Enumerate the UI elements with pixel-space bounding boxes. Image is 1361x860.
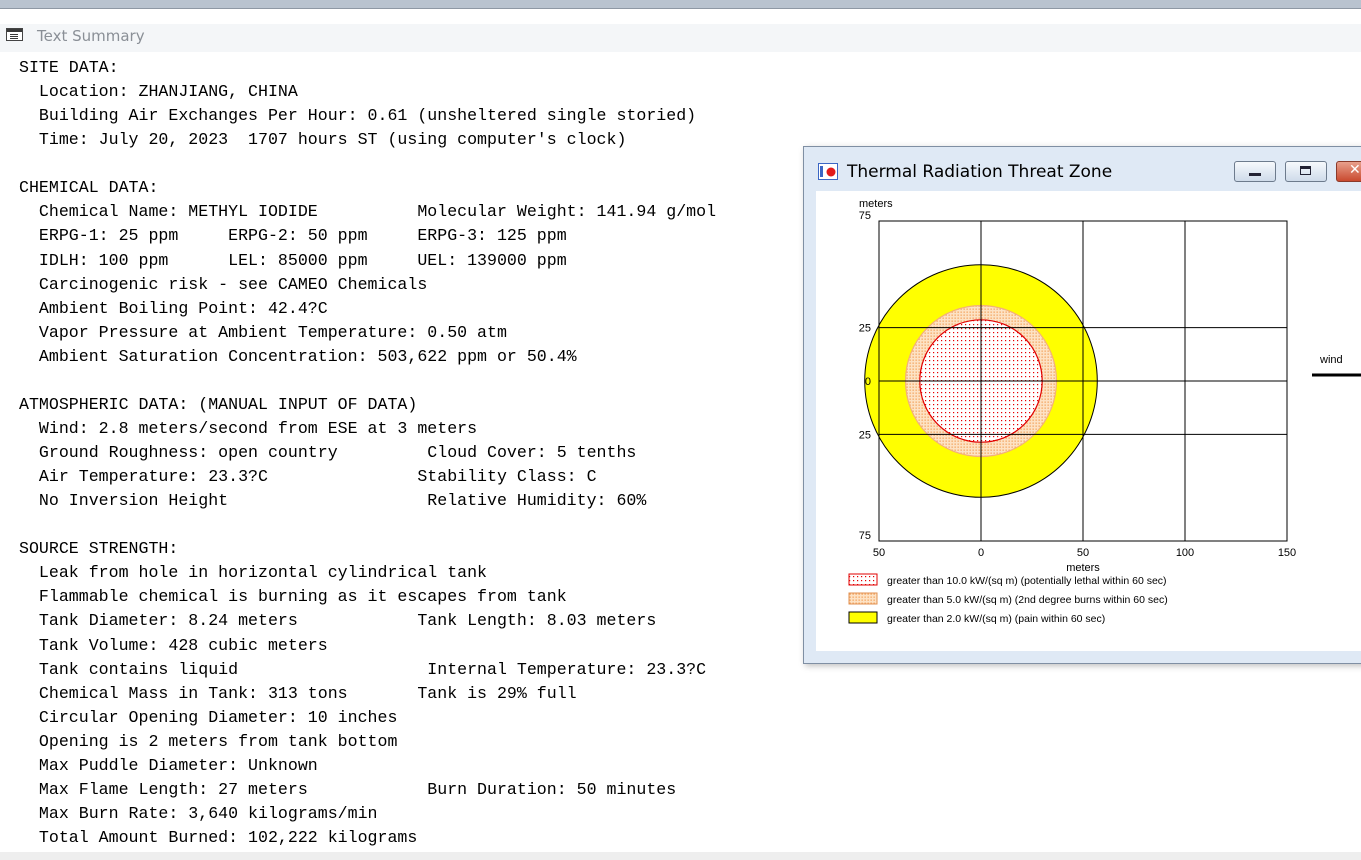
- legend-label: greater than 5.0 kW/(sq m) (2nd degree burns within 60 sec): [887, 594, 1168, 606]
- text-window-icon: [6, 28, 23, 41]
- summary-line: SITE DATA:: [19, 58, 119, 77]
- summary-line: IDLH: 100 ppm LEL: 85000 ppm UEL: 139000 ppm: [19, 250, 567, 270]
- wind-label: wind: [1320, 354, 1343, 366]
- summary-line: Vapor Pressure at Ambient Temperature: 0.50 atm: [19, 322, 507, 342]
- threat-zone-plot-area: [816, 191, 1361, 651]
- summary-line: SOURCE STRENGTH:: [19, 539, 179, 559]
- summary-line: Total Amount Burned: 102,222 kilograms: [19, 828, 418, 847]
- y-tick-label: 75: [858, 530, 871, 542]
- summary-line: [19, 369, 716, 393]
- background-window-strip: [0, 0, 1361, 9]
- summary-line: ERPG-1: 25 ppm ERPG-2: 50 ppm ERPG-3: 125 ppm: [19, 226, 567, 246]
- summary-line: Max Burn Rate: 3,640 kilograms/min: [19, 803, 378, 823]
- summary-line: Ambient Boiling Point: 42.4?C: [19, 298, 328, 318]
- legend-swatch: [849, 612, 877, 623]
- bottom-strip: [0, 852, 1361, 860]
- summary-line: Air Temperature: 23.3?C Stability Class: C: [19, 467, 597, 487]
- summary-line: ATMOSPHERIC DATA: (MANUAL INPUT OF DATA): [19, 394, 418, 414]
- x-axis-label: meters: [1066, 562, 1100, 574]
- summary-line: Chemical Mass in Tank: 313 tons Tank is 29% full: [19, 683, 577, 703]
- summary-line: Circular Opening Diameter: 10 inches: [19, 707, 398, 727]
- summary-line: Chemical Name: METHYL IODIDE Molecular Weight: 141.94 g/mol: [19, 202, 717, 222]
- x-tick-label: 50: [1076, 547, 1090, 559]
- y-axis-label: meters: [859, 198, 893, 210]
- threat-zone-title: Thermal Radiation Threat Zone: [847, 162, 1113, 182]
- y-tick-label: 25: [858, 429, 871, 442]
- maximize-button[interactable]: [1285, 161, 1327, 182]
- threat-zone-chart: [816, 191, 1361, 651]
- close-button[interactable]: [1336, 161, 1361, 182]
- summary-line: Max Flame Length: 27 meters Burn Duration: 50 minutes: [19, 779, 677, 799]
- x-tick-label: 150: [1277, 547, 1297, 559]
- summary-line: Tank Volume: 428 cubic meters: [19, 635, 328, 655]
- x-tick-label: 50: [872, 547, 886, 559]
- text-summary-body: [19, 56, 716, 850]
- x-tick-label: 100: [1175, 547, 1195, 559]
- y-tick-label: 0: [864, 376, 871, 388]
- aloha-app-icon: [818, 163, 838, 180]
- summary-line: Ground Roughness: open country Cloud Cover: 5 tenths: [19, 443, 637, 462]
- summary-line: Ambient Saturation Concentration: 503,622 ppm or 50.4%: [19, 346, 577, 366]
- summary-line: No Inversion Height Relative Humidity: 60%: [19, 491, 647, 511]
- y-tick-label: 75: [858, 210, 871, 222]
- summary-line: Time: July 20, 2023 1707 hours ST (using computer's clock): [19, 130, 627, 150]
- summary-line: Flammable chemical is burning as it escapes from tank: [19, 587, 567, 607]
- legend-label: greater than 10.0 kW/(sq m) (potentially lethal within 60 sec): [887, 575, 1167, 587]
- summary-line: CHEMICAL DATA:: [19, 178, 159, 198]
- summary-line: Wind: 2.8 meters/second from ESE at 3 meters: [19, 418, 478, 438]
- text-summary-title: Text Summary: [37, 27, 145, 45]
- summary-line: Carcinogenic risk - see CAMEO Chemicals: [19, 274, 428, 294]
- summary-line: [19, 152, 716, 176]
- legend-label: greater than 2.0 kW/(sq m) (pain within 60 sec): [887, 613, 1106, 625]
- summary-line: Building Air Exchanges Per Hour: 0.61 (unsheltered single storied): [19, 106, 697, 126]
- threat-zone-titlebar[interactable]: [804, 147, 1361, 187]
- text-summary-titlebar[interactable]: [0, 24, 1361, 52]
- summary-line: Opening is 2 meters from tank bottom: [19, 731, 398, 751]
- legend-swatch: [849, 574, 877, 585]
- legend-swatch: [849, 593, 877, 604]
- summary-line: Tank contains liquid Internal Temperature: 23.3?C: [19, 659, 707, 679]
- x-tick-label: 0: [977, 547, 985, 559]
- summary-line: Location: ZHANJIANG, CHINA: [19, 82, 298, 102]
- minimize-button[interactable]: [1234, 161, 1276, 182]
- summary-line: Tank Diameter: 8.24 meters Tank Length: 8.03 meters: [19, 611, 657, 631]
- summary-line: Max Puddle Diameter: Unknown: [19, 755, 318, 775]
- summary-line: [19, 513, 716, 537]
- y-tick-label: 25: [858, 322, 871, 335]
- threat-zone-window[interactable]: [803, 146, 1361, 664]
- summary-line: Leak from hole in horizontal cylindrical tank: [19, 563, 488, 583]
